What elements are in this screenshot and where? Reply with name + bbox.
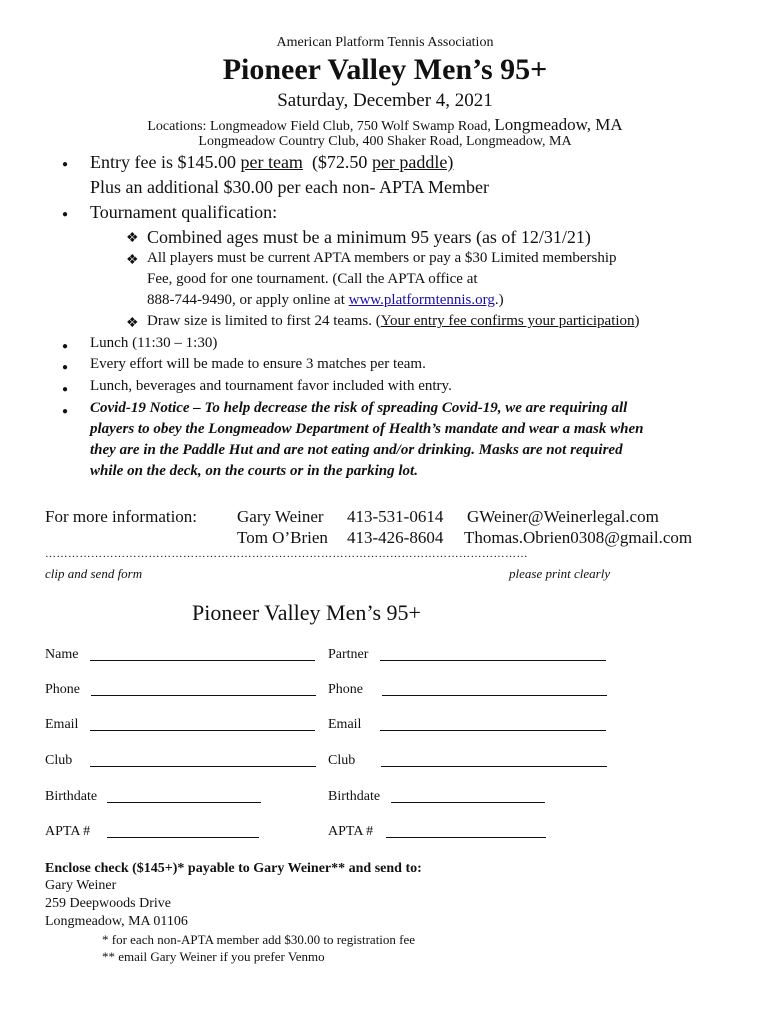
form-title: Pioneer Valley Men’s 95+ <box>192 600 421 625</box>
partner-phone-field[interactable] <box>382 695 607 696</box>
footnote-venmo: ** email Gary Weiner if you prefer Venmo <box>102 949 325 964</box>
contact-email: GWeiner@Weinerlegal.com <box>467 507 659 526</box>
partner-phone-label: Phone <box>328 682 363 697</box>
membership-line-2: Fee, good for one tournament. (Call the APTA office at <box>147 271 478 287</box>
membership-line-3 <box>147 292 504 309</box>
locations-line-2: Longmeadow Country Club, 400 Shaker Road, Longmeadow, MA <box>198 134 572 149</box>
contact-phone: 413-531-0614 <box>347 507 444 526</box>
fee-prefix: Entry fee is $145.00 <box>90 152 236 172</box>
apta-field[interactable] <box>107 837 259 838</box>
bullet-icon: ● <box>62 341 69 352</box>
covid-notice-line-3: they are in the Paddle Hut and are not eating and/or drinking. Masks are not required <box>90 442 623 458</box>
entry-fee <box>90 152 453 173</box>
bullet-icon: ● <box>62 384 69 395</box>
matches-note: Every effort will be made to ensure 3 matches per team. <box>90 356 426 372</box>
fee-paren: ($72.50 <box>311 152 368 172</box>
contact-email: Thomas.Obrien0308@gmail.com <box>464 528 693 547</box>
bullet-icon: ● <box>62 406 69 417</box>
membership-phone: 888-744-9490, or apply online at <box>147 292 345 308</box>
covid-notice-line-2: players to obey the Longmeadow Department of Health’s mandate and wear a mask when <box>90 421 644 437</box>
contact-phone: 413-426-8604 <box>347 528 444 547</box>
mailing-name: Gary Weiner <box>45 878 117 893</box>
footnote-non-apta: * for each non-APTA member add $30.00 to registration fee <box>102 932 416 947</box>
diamond-bullet-icon: ❖ <box>126 231 139 246</box>
covid-notice-line-1: Covid-19 Notice – To help decrease the risk of spreading Covid-19, we are requiring all <box>90 400 628 416</box>
lunch-time: Lunch (11:30 – 1:30) <box>90 335 218 351</box>
name-field[interactable] <box>90 660 315 661</box>
mailing-city: Longmeadow, MA 01106 <box>45 914 188 929</box>
contact-label: For more information: <box>45 507 198 526</box>
clip-instruction: clip and send form <box>45 566 143 581</box>
per-team-text: per team <box>240 152 303 172</box>
birthdate-field[interactable] <box>107 802 261 803</box>
bullet-icon: ● <box>62 159 69 170</box>
partner-club-field[interactable] <box>381 766 607 767</box>
page-title: Pioneer Valley Men’s 95+ <box>222 53 548 86</box>
apta-website-link[interactable]: www.platformtennis.org <box>348 292 495 308</box>
fee-non-member: Plus an additional $30.00 per each non- APTA Member <box>90 177 489 197</box>
email-field[interactable] <box>90 730 315 731</box>
diamond-bullet-icon: ❖ <box>126 253 139 268</box>
partner-email-field[interactable] <box>380 730 606 731</box>
locations-prefix: Locations: Longmeadow Field Club, 750 Wolf Swamp Road, <box>147 119 491 134</box>
phone-label: Phone <box>45 682 80 697</box>
draw-size <box>147 313 640 330</box>
diamond-bullet-icon: ❖ <box>126 316 139 331</box>
per-paddle-text: per paddle) <box>371 152 454 172</box>
partner-label: Partner <box>328 647 369 662</box>
club-label: Club <box>45 753 73 768</box>
qualification-heading: Tournament qualification: <box>90 202 278 222</box>
organization-name: American Platform Tennis Association <box>276 35 494 50</box>
partner-birthdate-field[interactable] <box>391 802 545 803</box>
ages-requirement: Combined ages must be a minimum 95 years (as of 12/31/21) <box>147 227 591 247</box>
apta-label: APTA # <box>45 824 91 839</box>
name-label: Name <box>45 647 79 662</box>
contact-name: Gary Weiner <box>237 507 324 526</box>
partner-birthdate-label: Birthdate <box>328 789 381 804</box>
draw-prefix: Draw size is limited to first 24 teams. ( <box>147 313 381 329</box>
partner-apta-field[interactable] <box>386 837 546 838</box>
membership-line-1: All players must be current APTA members or pay a $30 Limited membership <box>147 250 617 266</box>
membership-suffix: .) <box>494 292 504 308</box>
bullet-icon: ● <box>62 362 69 373</box>
partner-field[interactable] <box>380 660 606 661</box>
birthdate-label: Birthdate <box>45 789 98 804</box>
bullet-icon: ● <box>62 209 69 220</box>
included-note: Lunch, beverages and tournament favor included with entry. <box>90 378 452 394</box>
covid-notice-line-4: while on the deck, on the courts or in the parking lot. <box>90 463 418 479</box>
contact-name: Tom O’Brien <box>237 528 328 547</box>
event-date: Saturday, December 4, 2021 <box>277 90 493 111</box>
mailing-street: 259 Deepwoods Drive <box>45 896 171 911</box>
partner-apta-label: APTA # <box>328 824 374 839</box>
phone-field[interactable] <box>91 695 316 696</box>
mailing-heading: Enclose check ($145+)* payable to Gary Weiner** and send to: <box>45 861 422 876</box>
partner-club-label: Club <box>328 753 356 768</box>
locations-line-1 <box>0 115 770 135</box>
partner-email-label: Email <box>328 717 362 732</box>
locations-town: Longmeadow, MA <box>494 115 623 134</box>
draw-suffix: ) <box>634 313 640 329</box>
draw-underlined: Your entry fee confirms your participation <box>380 313 635 329</box>
email-label: Email <box>45 717 79 732</box>
club-field[interactable] <box>90 766 316 767</box>
print-instruction: please print clearly <box>509 566 611 581</box>
clip-dotted-line: ……………………………………………………………………………………………………………… <box>45 548 528 560</box>
